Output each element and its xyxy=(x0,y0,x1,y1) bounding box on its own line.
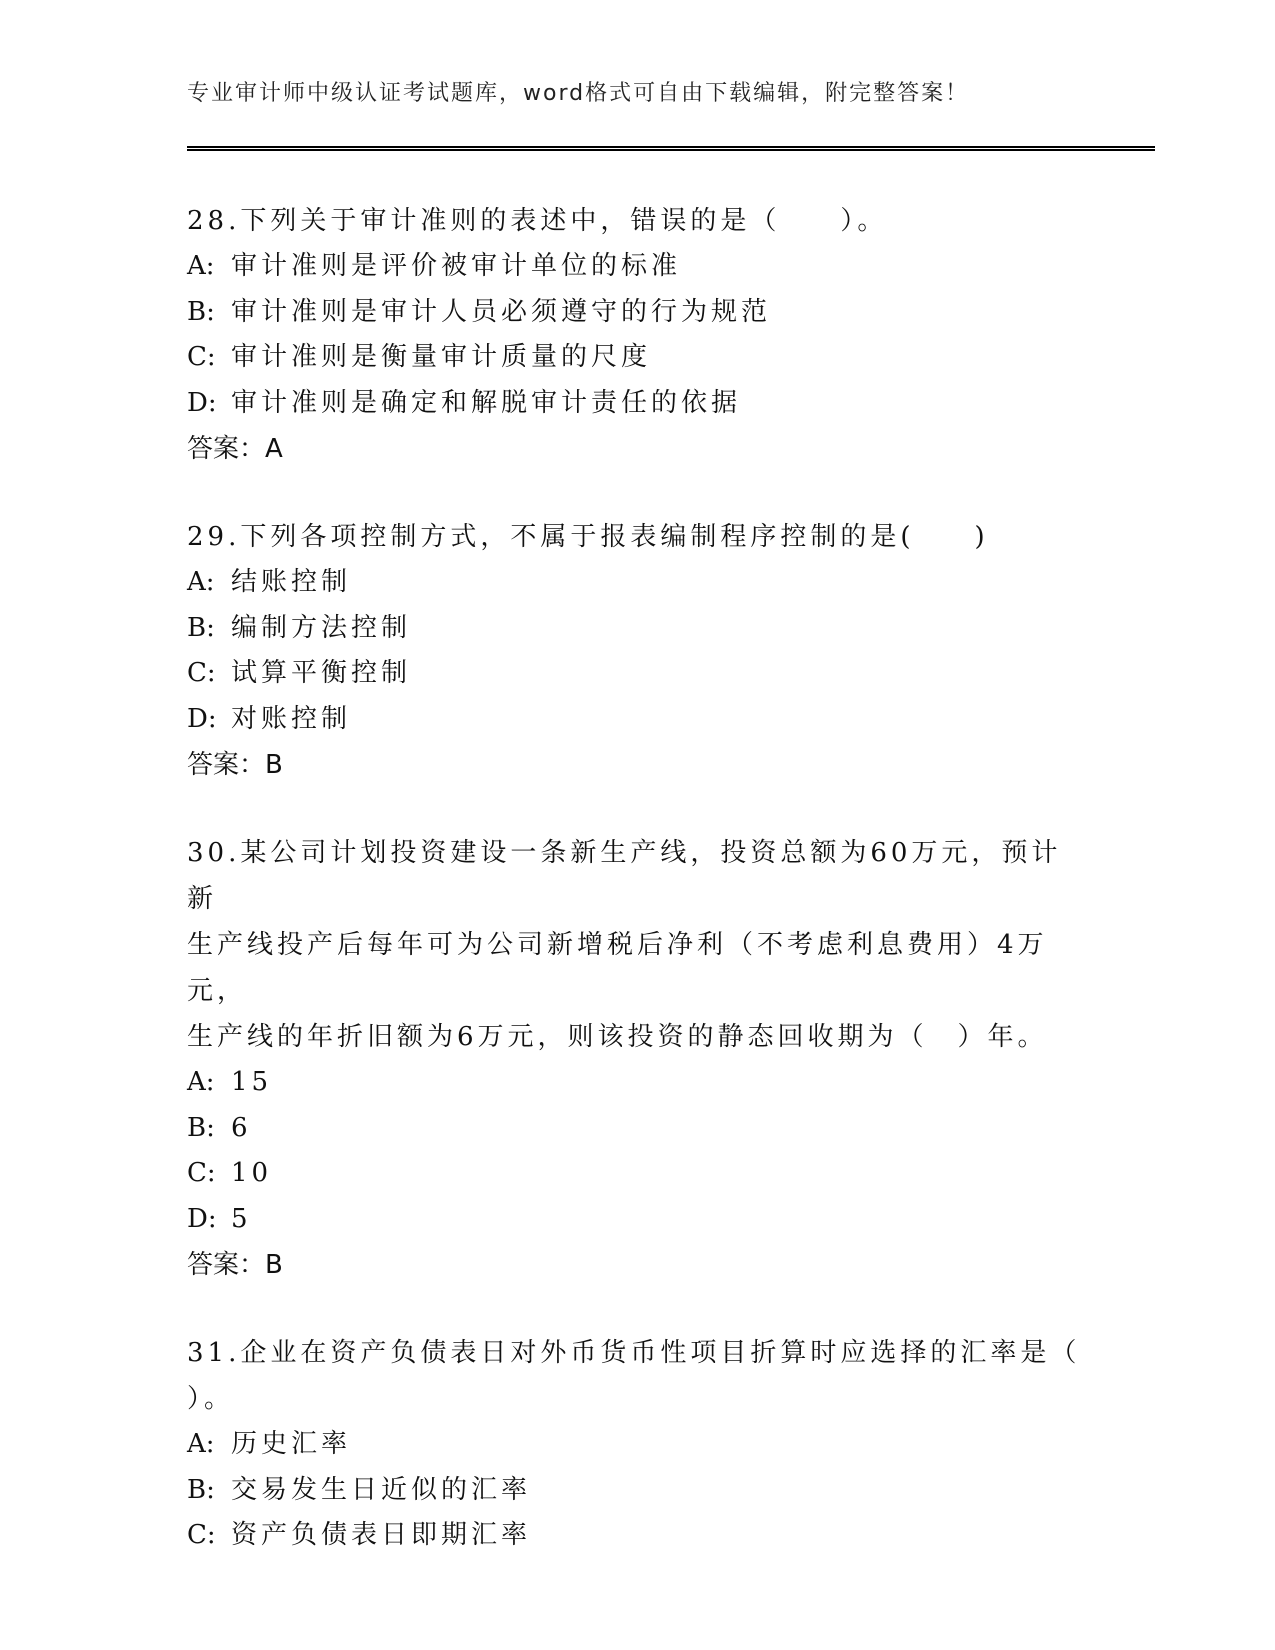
option-text: 试算平衡控制 xyxy=(231,658,412,688)
option-d xyxy=(187,1197,1087,1243)
question-stem-line-2: 生产线投产后每年可为公司新增税后净利（不考虑利息费用）4万元， xyxy=(187,930,1048,1006)
option-text: 结账控制 xyxy=(231,567,352,597)
option-text: 15 xyxy=(231,1067,273,1097)
question-stem-line-2: ）。 xyxy=(187,1384,235,1414)
option-text: 审计准则是衡量审计质量的尺度 xyxy=(231,342,652,372)
option-text: 资产负债表日即期汇率 xyxy=(231,1520,532,1550)
option-letter: B: xyxy=(187,612,215,643)
option-letter: B: xyxy=(187,1112,215,1143)
option-text: 6 xyxy=(231,1112,252,1143)
option-b xyxy=(187,1468,1087,1514)
question-stem-line-1: 30.某公司计划投资建设一条新生产线，投资总额为60万元，预计新 xyxy=(187,838,1062,914)
option-b xyxy=(187,606,1087,652)
option-c xyxy=(187,651,1087,697)
option-letter: A: xyxy=(187,1429,215,1459)
option-letter: A: xyxy=(187,1067,215,1097)
option-text: 历史汇率 xyxy=(231,1429,352,1459)
header-divider xyxy=(187,146,1155,151)
option-letter: D: xyxy=(187,1203,217,1234)
option-text: 对账控制 xyxy=(231,703,352,734)
option-letter: A: xyxy=(187,251,215,281)
option-d xyxy=(187,697,1087,743)
question-stem-line-1: 31.企业在资产负债表日对外币货币性项目折算时应选择的汇率是（ xyxy=(187,1338,1081,1368)
option-letter: B: xyxy=(187,296,215,327)
question-stem-line-3: 生产线的年折旧额为6万元，则该投资的静态回收期为（ ）年。 xyxy=(187,1022,1048,1052)
option-c xyxy=(187,1151,1087,1197)
option-text: 5 xyxy=(231,1203,252,1234)
option-a xyxy=(187,244,1087,290)
option-c xyxy=(187,335,1087,381)
option-a xyxy=(187,1060,1087,1106)
option-c xyxy=(187,1513,1087,1559)
question-28 xyxy=(187,198,1087,472)
option-text: 审计准则是确定和解脱审计责任的依据 xyxy=(231,387,742,418)
option-letter: D: xyxy=(187,387,217,418)
answer-line: 答案：B xyxy=(187,1250,283,1280)
question-stem: 28.下列关于审计准则的表述中，错误的是（ ）。 xyxy=(187,206,888,236)
option-text: 编制方法控制 xyxy=(231,612,412,643)
option-a xyxy=(187,1422,1087,1468)
question-31 xyxy=(187,1330,1087,1559)
question-stem: 29.下列各项控制方式，不属于报表编制程序控制的是( ) xyxy=(187,522,989,552)
page-header: 专业审计师中级认证考试题库，word格式可自由下载编辑，附完整答案！ xyxy=(187,81,970,106)
question-30 xyxy=(187,830,1087,1288)
option-b xyxy=(187,1106,1087,1152)
question-29 xyxy=(187,514,1087,788)
option-text: 审计准则是审计人员必须遵守的行为规范 xyxy=(231,296,772,327)
option-text: 交易发生日近似的汇率 xyxy=(231,1474,532,1505)
option-b xyxy=(187,290,1087,336)
option-letter: C: xyxy=(187,1520,216,1550)
question-list xyxy=(187,198,1087,1601)
option-letter: A: xyxy=(187,567,215,597)
option-a xyxy=(187,560,1087,606)
option-letter: C: xyxy=(187,658,216,688)
option-letter: C: xyxy=(187,1158,216,1188)
answer-line: 答案：A xyxy=(187,434,283,464)
option-letter: C: xyxy=(187,342,216,372)
option-d xyxy=(187,381,1087,427)
option-text: 10 xyxy=(231,1158,273,1188)
option-letter: B: xyxy=(187,1474,215,1505)
option-text: 审计准则是评价被审计单位的标准 xyxy=(231,251,682,281)
option-letter: D: xyxy=(187,703,217,734)
answer-line: 答案：B xyxy=(187,750,283,780)
